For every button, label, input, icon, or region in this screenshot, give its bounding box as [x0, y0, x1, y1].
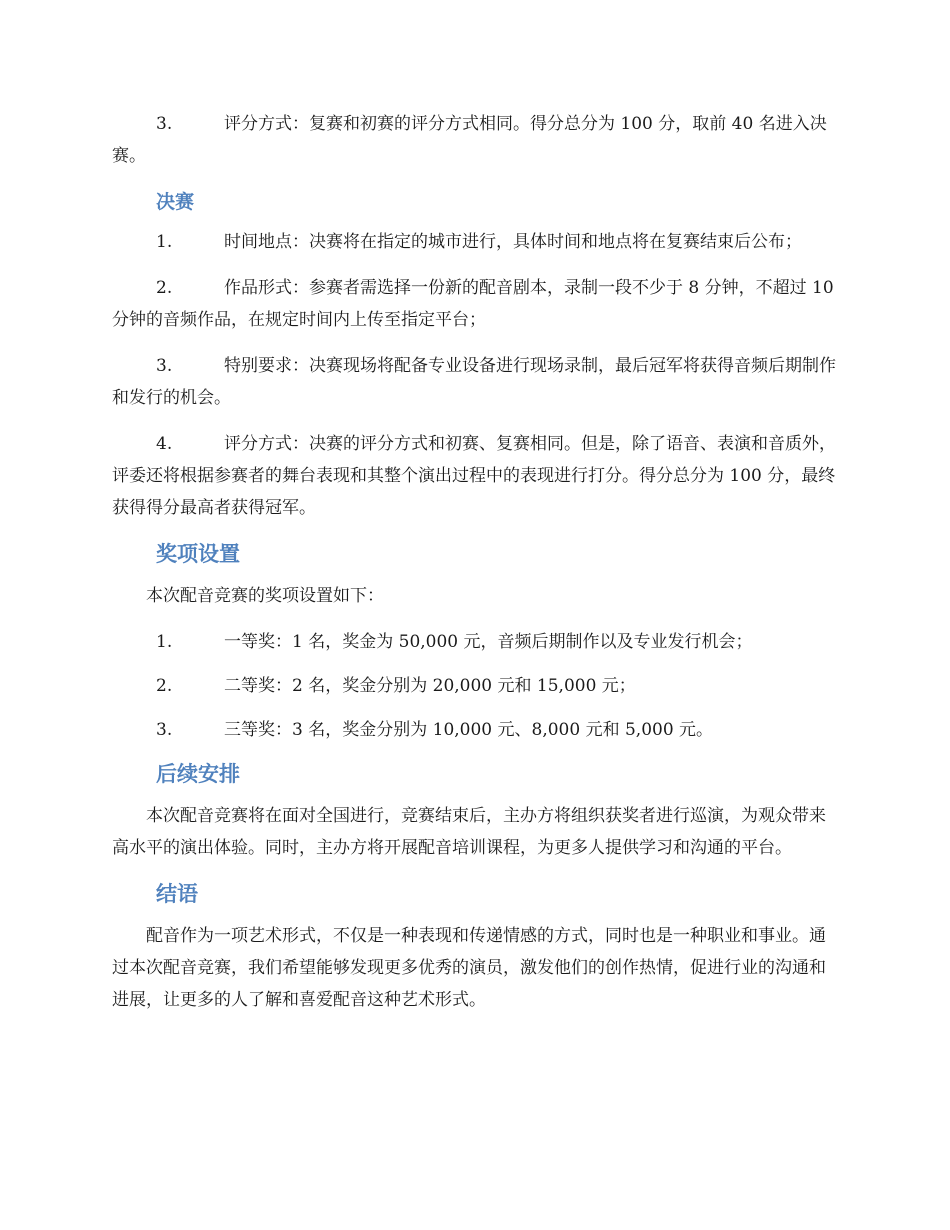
section-heading-followup: 后续安排 [156, 762, 240, 786]
list-text: 作品形式：参赛者需选择一份新的配音剧本，录制一段不少于 8 分钟，不超过 10 分钟的音频作品，在规定时间内上传至指定平台； [112, 278, 834, 330]
list-number: 1. [156, 632, 173, 652]
list-text: 二等奖：2 名，奖金分别为 20,000 元和 15,000 元； [224, 676, 636, 696]
list-item [112, 108, 842, 172]
document-page [112, 108, 842, 1030]
list-item [112, 272, 842, 336]
list-item [112, 226, 842, 258]
section-heading-awards: 奖项设置 [156, 542, 240, 566]
section-heading-conclusion: 结语 [156, 882, 198, 906]
list-text: 评分方式：决赛的评分方式和初赛、复赛相同。但是，除了语音、表演和音质外，评委还将根据参赛者的舞台表现和其整个演出过程中的表现进行打分。得分总分为 100 分，最终获得得分最高者获得冠军。 [112, 434, 836, 518]
awards-intro: 本次配音竞赛的奖项设置如下： [146, 586, 384, 606]
list-number: 3. [156, 114, 173, 134]
list-text: 三等奖：3 名，奖金分别为 10,000 元、8,000 元和 5,000 元。 [224, 720, 714, 740]
list-text: 一等奖：1 名，奖金为 50,000 元，音频后期制作以及专业发行机会； [224, 632, 753, 652]
list-number: 3. [156, 720, 173, 740]
list-number: 2. [156, 676, 173, 696]
list-text: 时间地点：决赛将在指定的城市进行，具体时间和地点将在复赛结束后公布； [224, 232, 802, 252]
list-item [112, 670, 842, 702]
list-number: 1. [156, 232, 173, 252]
conclusion-paragraph: 配音作为一项艺术形式，不仅是一种表现和传递情感的方式，同时也是一种职业和事业。通过本次配音竞赛，我们希望能够发现更多优秀的演员，激发他们的创作热情，促进行业的沟通和进展，让更多的人了解和喜爱配音这种艺术形式。 [112, 926, 826, 1010]
list-text: 评分方式：复赛和初赛的评分方式相同。得分总分为 100 分，取前 40 名进入决赛。 [112, 114, 827, 166]
list-text: 特别要求：决赛现场将配备专业设备进行现场录制，最后冠军将获得音频后期制作和发行的机会。 [112, 356, 836, 408]
list-number: 3. [156, 356, 173, 376]
list-item [112, 350, 842, 414]
list-item [112, 714, 842, 746]
list-number: 2. [156, 278, 173, 298]
list-item [112, 428, 842, 524]
followup-paragraph: 本次配音竞赛将在面对全国进行，竞赛结束后，主办方将组织获奖者进行巡演，为观众带来高水平的演出体验。同时，主办方将开展配音培训课程，为更多人提供学习和沟通的平台。 [112, 806, 826, 858]
list-item [112, 626, 842, 658]
section-heading-final: 决赛 [156, 191, 195, 213]
list-number: 4. [156, 434, 173, 454]
